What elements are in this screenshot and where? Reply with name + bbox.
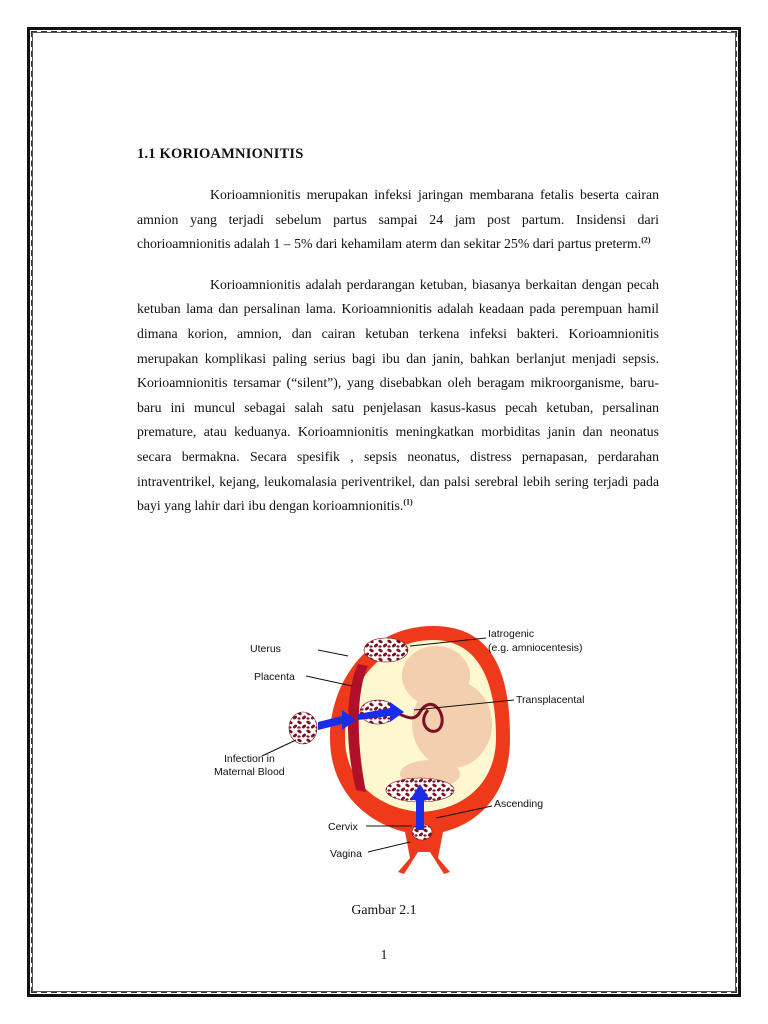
paragraph-1 [137,183,659,257]
label-uterus: Uterus [250,643,281,655]
document-body [137,146,659,535]
section-heading: 1.1 KORIOAMNIONITIS [137,146,304,162]
label-iatrogenic-line2: (e.g. amniocentesis) [488,642,583,654]
paragraph-2 [137,273,659,519]
label-infection-line2: Maternal Blood [214,766,285,778]
chorioamnionitis-diagram [208,612,610,884]
label-iatrogenic-line1: Iatrogenic [488,628,535,640]
label-placenta: Placenta [254,671,295,683]
page-number: 1 [380,947,388,962]
paragraph-2-text: Korioamnionitis adalah perdarangan ketuban, biasanya berkaitan dengan pecah ketuban lama dan persalinan lama. Korioamnionitis adalah keadaan pada perempuan hamil dimana korion, amnion, dan cairan ketuban terkena infeksi bakteri. Korioamnionitis merupakan komplikasi paling serius bagi ibu dan janin, bahkan berlanjut menjadi sepsis. Korioamnionitis tersamar (“silent”), yang disebabkan oleh beragam mikroorganisme, baru-baru ini muncul sebagai salah satu penjelasan kasus-kasus pecah ketuban, persalinan premature, atau keduanya. Korioamnionitis meningkatkan morbiditas janin dan neonatus secara bermakna. Secara spesifik , sepsis neonatus, distress pernapasan, perdarahan intraventrikel, kejang, leukomalasia periventrikel, dan palsi serebral lebih sering terjadi pada bayi yang lahir dari ibu dengan korioamnionitis. [137,276,659,514]
label-infection-line1: Infection in [224,753,275,765]
label-ascending: Ascending [494,798,544,810]
reference-2: (2) [641,235,651,245]
label-transplacental: Transplacental [516,694,585,706]
reference-1: (1) [403,497,413,507]
figure-caption: Gambar 2.1 [351,902,417,917]
label-vagina: Vagina [330,848,362,860]
label-cervix: Cervix [328,821,358,833]
paragraph-1-text: Korioamnionitis merupakan infeksi jaringan membarana fetalis beserta cairan amnion yang terjadi sebelum partus sampai 24 jam post partum. Insidensi dari chorioamnionitis adalah 1 – 5% dari kehamilam aterm dan sekitar 25% dari partus preterm. [137,187,659,252]
